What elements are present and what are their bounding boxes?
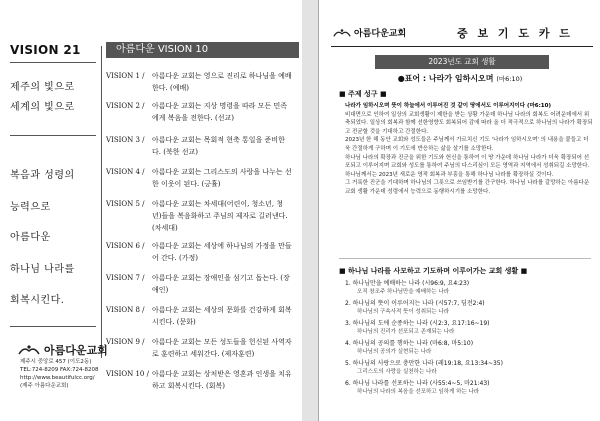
theme-body: [345, 102, 593, 197]
list-item-sub: 그리스도의 사랑을 실천하는 나라: [357, 369, 437, 375]
slogan-line: 제주의 빛으로: [10, 82, 75, 93]
divider: [10, 135, 96, 136]
theme-paragraph: 그 거룩한 진군을 기대하며 하나님의 그릇으로 쓰임받기를 간구한다. 하나님 나라를 갈망하는 아름다운 교회 생활 가운데 성령에서 능력으로 동행하시기를 소망한다.: [345, 180, 590, 195]
list-item: [345, 380, 593, 396]
list-item: [345, 280, 593, 296]
church-name: 아름다운교회: [354, 29, 407, 39]
church-logo-icon: [18, 344, 40, 356]
address: 제주시 중앙로 457 (이도2동): [20, 359, 92, 365]
slogan-line: 아름다운: [10, 232, 51, 243]
divider: [10, 62, 96, 63]
vision-text: 아름다운 교회는 지상 명령을 따라 모든 민족에게 복음을 전한다. (선교): [152, 102, 288, 122]
vision-text: 아름다운 교회는 상처받은 영혼과 인생을 치유하고 회복시킨다. (회복): [152, 370, 292, 390]
vision-item: [106, 304, 292, 328]
vision-item: [106, 240, 292, 264]
theme-paragraph: 하나님 나라의 확장과 진군을 위한 기도와 헌신을 통하여 이 땅 가운데 하나님 나라가 더욱 확장되어 선포되고 이루어지며 교회와 성도를 통하여 주님의 다스리심이 모든 영역과 지역에서 성취되길 소망한다.: [345, 154, 590, 170]
vision-item: [106, 166, 292, 190]
vision-text: 아름다운 교회는 세상의 문화를 건강하게 회복시킨다. (문화): [152, 306, 292, 326]
theme-title: ■ 주제 성구 ■: [339, 90, 387, 98]
slogan-line: 회복시킨다.: [10, 295, 65, 306]
section-rule: [339, 258, 591, 259]
vision-label: VISION 10 /: [106, 370, 149, 378]
church-logo-icon: [333, 28, 351, 38]
church-logo: [333, 26, 406, 39]
vision-text: 아름다운 교회는 영으로 진리로 하나님을 예배한다. (예배): [152, 72, 292, 92]
right-page: [318, 0, 600, 421]
slogan-line: 하나님 나라를: [10, 264, 75, 275]
vision-item: [106, 336, 292, 360]
vision-label: VISION 2 /: [106, 102, 145, 110]
vision-label: VISION 3 /: [106, 136, 145, 144]
vision-text: 아름다운 교회는 장애인을 섬기고 돕는다. (장애인): [152, 274, 290, 294]
vision-label: VISION 1 /: [106, 72, 145, 80]
list-item: [345, 320, 593, 336]
vision-label: VISION 8 /: [106, 306, 145, 314]
list-item-sub: 오직 창조주 하나님만을 예배하는 나라: [357, 289, 450, 295]
list-item-sub: 하나님의 구속사적 뜻이 성취되는 나라: [357, 309, 450, 315]
life-title: ■ 하나님 나라를 사모하고 기도하며 이루어가는 교회 생활 ■: [339, 267, 528, 275]
list-item-sub: 하나님의 공의가 실현되는 나라: [357, 349, 432, 355]
list-item-title: 3. 하나님의 도에 순종하는 나라 (시2:3, 요17:16~19): [345, 320, 490, 327]
vision-label: VISION 5 /: [106, 200, 145, 208]
list-item-title: 6. 하나님 나라를 선포하는 나라 (사55:4~5, 마21:43): [345, 380, 490, 387]
vision-item: [106, 100, 292, 124]
motto-text: ●표어 : 나라가 임하시오며: [397, 74, 494, 83]
vision-label: VISION 9 /: [106, 338, 145, 346]
vision-item: [106, 368, 292, 392]
list-item: [345, 360, 593, 376]
header-rule: [331, 46, 593, 47]
motto-reference: (마6:10): [496, 75, 523, 83]
slogan-line: 능력으로: [10, 202, 51, 213]
list-item-title: 5. 하나님의 사랑으로 충만한 나라 (레19:18, 요13:34~35): [345, 360, 503, 367]
list-item-sub: 하나님의 나라의 복음을 선포하고 임하게 하는 나라: [357, 389, 480, 395]
theme-paragraph: 하나님께서는 2023년 새로운 영적 회복과 부흥을 통해 하나님 나라를 확장하실 것이다.: [345, 171, 554, 178]
vision21-title: VISION 21: [10, 43, 81, 57]
slogan-line: 복음과 성령의: [10, 170, 75, 181]
list-item-title: 2. 하나님의 뜻이 이루어지는 나라 (시57:7, 딤전2:4): [345, 300, 485, 307]
vision-label: VISION 7 /: [106, 274, 145, 282]
theme-paragraph: 나라가 임하시오며 뜻이 하늘에서 이루어진 것 같이 땅에서도 이루어지이다 (마6:10): [345, 103, 551, 109]
church-name: 아름다운교회: [44, 344, 108, 357]
slogan-line: 세계의 빛으로: [10, 102, 75, 113]
vision-item: [106, 134, 292, 158]
card-title: 중 보 기 도 카 드: [457, 27, 573, 40]
vision-item: [106, 70, 292, 94]
theme-paragraph: 2023년 한 해 동안 교회와 성도들은 주님께서 가르치신 기도 '나라가 임하시오며' 의 내용을 붙들고 더욱 간절하게 구하며 이 기도에 반응하는 삶을 살기를 소망한다.: [345, 137, 589, 152]
church-logo: [18, 342, 108, 358]
divider: [10, 326, 96, 327]
vision-text: 아름다운 교회는 그리스도의 사랑을 나누는 선한 이웃이 된다. (긍휼): [152, 168, 292, 188]
website: http://www.beautifulcc.org/: [20, 375, 95, 381]
vertical-divider: [101, 46, 102, 358]
list-item-title: 4. 하나님의 공의를 행하는 나라 (마6:8, 마5:10): [345, 340, 474, 347]
vision-text: 아름다운 교회는 모든 성도들을 헌신된 사역자로 훈련하고 세워간다. (제자훈련): [152, 338, 292, 358]
list-item-sub: 하나님의 진리가 선포되고 존재되는 나라: [357, 329, 455, 335]
vision-text: 아름다운 교회는 세상에 하나님의 가정을 만들어 간다. (가정): [152, 242, 292, 262]
card-header: [331, 22, 593, 44]
page-gutter: [302, 0, 318, 421]
church-subtitle: (제주 아름다운교회): [20, 383, 69, 389]
list-item-title: 1. 하나님만을 예배하는 나라 (시96:9, 요4:23): [345, 280, 470, 287]
motto: [319, 73, 600, 84]
vision-label: VISION 6 /: [106, 242, 145, 250]
vision-item: [106, 198, 292, 234]
year-banner: 2023년도 교회 생활: [375, 55, 549, 69]
vision-item: [106, 272, 292, 296]
vision-banner: 아름다운 VISION 10: [106, 42, 299, 58]
theme-paragraph: 비대면으로 인하여 일상의 교회생활이 제한을 받는 상황 가운데 하나님 나라의 회복도 어려운데에서 위축되었다. 일상의 회복과 함께 선한영향도 회복되어 감에 따라 올 더 적극적으로 하나님의 나라가 확장되고 전균할 것을 기대하고 간절한다.: [345, 111, 593, 135]
contact-info: [20, 358, 99, 390]
vision-text: 아름다운 교회는 차세대(어린이, 청소년, 청년)들을 복음화하고 주님의 제자로 길러낸다. (차세대): [152, 200, 288, 232]
phone-fax: TEL:724-8209 FAX:724-8208: [20, 367, 99, 373]
vision-label: VISION 4 /: [106, 168, 145, 176]
list-item: [345, 300, 593, 316]
vision-text: 아름다운 교회는 목회적 현축 통일을 준비한다. (북한 선교): [152, 136, 285, 156]
life-list: [345, 280, 593, 400]
list-item: [345, 340, 593, 356]
